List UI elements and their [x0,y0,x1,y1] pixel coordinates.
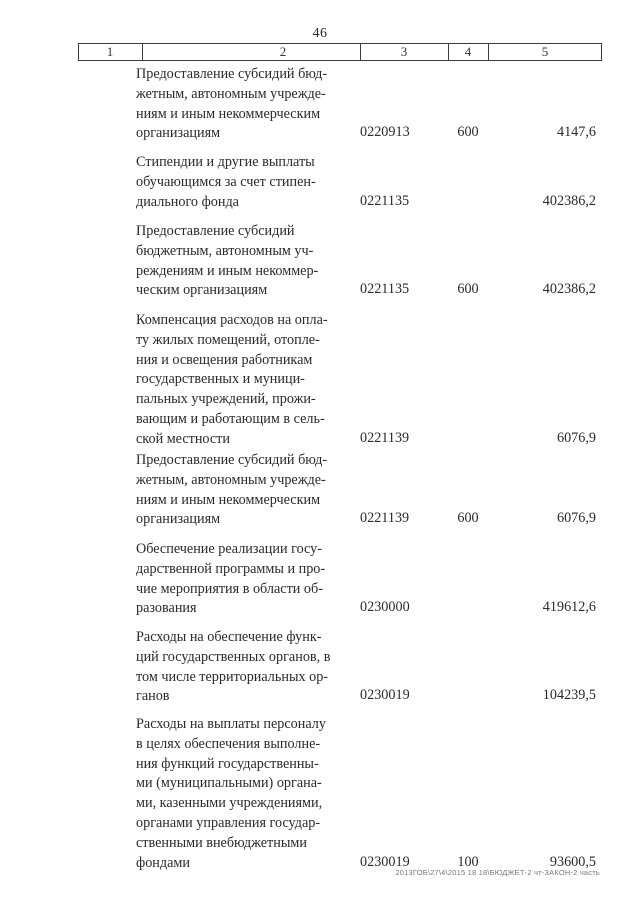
column-header-3: 3 [400,44,408,59]
expense-name-line: организациям [136,511,221,528]
expense-name [136,222,345,301]
expense-name-line: ниям и иным некоммерческим [136,105,321,122]
amount-value: 4147,6 [556,124,596,141]
expense-name-line: жетным, автономным учрежде- [136,471,326,488]
expense-name-line: Предоставление субсидий [136,223,295,239]
expense-name-line: вающим и работающим в сель- [136,410,325,427]
expense-name-line: обучающимся за счет стипен- [136,173,316,190]
target-article-code: 0230000 [360,599,410,616]
expense-name-line: ческим организациям [136,282,268,299]
target-article-code: 0230019 [360,853,410,870]
target-article-code: 0221139 [360,429,410,446]
expense-name [136,153,345,212]
expense-name-line: разования [136,600,197,617]
expense-type-code: 600 [457,510,479,527]
expense-name-line: ственными внебюджетными [136,834,307,851]
expense-name [136,65,345,144]
column-header-4: 4 [464,44,472,59]
expense-name-line: организациям [136,125,221,142]
column-header-5: 5 [541,44,549,59]
table-header [78,43,602,61]
expense-name-line: ми, казенными учреждениями, [136,795,323,812]
amount-value: 104239,5 [542,687,596,704]
expense-name-line: ской местности [136,430,230,447]
expense-name-line: дарственной программы и про- [136,560,326,577]
expense-type-code: 100 [457,853,479,870]
expense-name-line: том числе территориальных ор- [136,668,329,685]
expense-name-line: Расходы на выплаты персоналу [136,716,326,732]
expense-name-line: ций государственных органов, в [136,648,331,665]
target-article-code: 0221135 [360,192,410,209]
page-number: 46 [312,26,328,41]
expense-name-line: Стипендии и другие выплаты [136,154,315,170]
expense-type-code: 600 [457,124,479,141]
expense-name [136,311,345,450]
expense-name-line: Компенсация расходов на опла- [136,312,328,328]
expense-name-line: органами управления государ- [136,814,321,831]
amount-value: 93600,5 [549,853,596,870]
expense-name-line: диального фонда [136,193,239,210]
amount-value: 6076,9 [556,429,596,446]
expense-name-line: Обеспечение реализации госу- [136,541,322,557]
document-footer: 2013ГОБ\27\4\2015 18 18\БЮДЖЕТ-2 чт-ЗАКОН-2 часть [395,868,600,877]
amount-value: 402386,2 [542,192,596,209]
expense-name-line: бюджетным, автономным уч- [136,242,314,259]
expense-name-line: Предоставление субсидий бюд- [136,452,328,468]
expense-name-line: Предоставление субсидий бюд- [136,66,328,82]
target-article-code: 0221135 [360,281,410,298]
amount-value: 6076,9 [556,510,596,527]
expense-name [136,451,345,530]
expense-name [136,540,345,619]
column-header-1: 1 [106,44,114,59]
expense-name-line: ту жилых помещений, отопле- [136,331,320,348]
expense-name-line: Расходы на обеспечение функ- [136,629,322,645]
expense-name-line: ния функций государственны- [136,755,319,772]
expense-name-line: ганов [136,688,170,705]
expense-name-line: государственных и муници- [136,371,305,388]
amount-value: 419612,6 [542,599,596,616]
target-article-code: 0220913 [360,124,410,141]
expense-name-line: жетным, автономным учрежде- [136,85,326,102]
expense-name [136,628,345,707]
expense-name-line: чие мероприятия в области об- [136,580,323,597]
expense-name [136,715,345,873]
expense-type-code: 600 [457,281,479,298]
expense-name-line: пальных учреждений, прожи- [136,391,316,408]
expense-name-line: фондами [136,854,190,871]
column-header-2: 2 [279,44,287,59]
target-article-code: 0230019 [360,687,410,704]
target-article-code: 0221139 [360,510,410,527]
expense-name-line: ния и освещения работникам [136,351,313,368]
expense-name-line: ми (муниципальными) органа- [136,775,322,792]
expense-name-line: в целях обеспечения выполне- [136,735,321,752]
amount-value: 402386,2 [542,281,596,298]
expense-name-line: реждениям и иным некоммер- [136,262,319,279]
expense-name-line: ниям и иным некоммерческим [136,491,321,508]
